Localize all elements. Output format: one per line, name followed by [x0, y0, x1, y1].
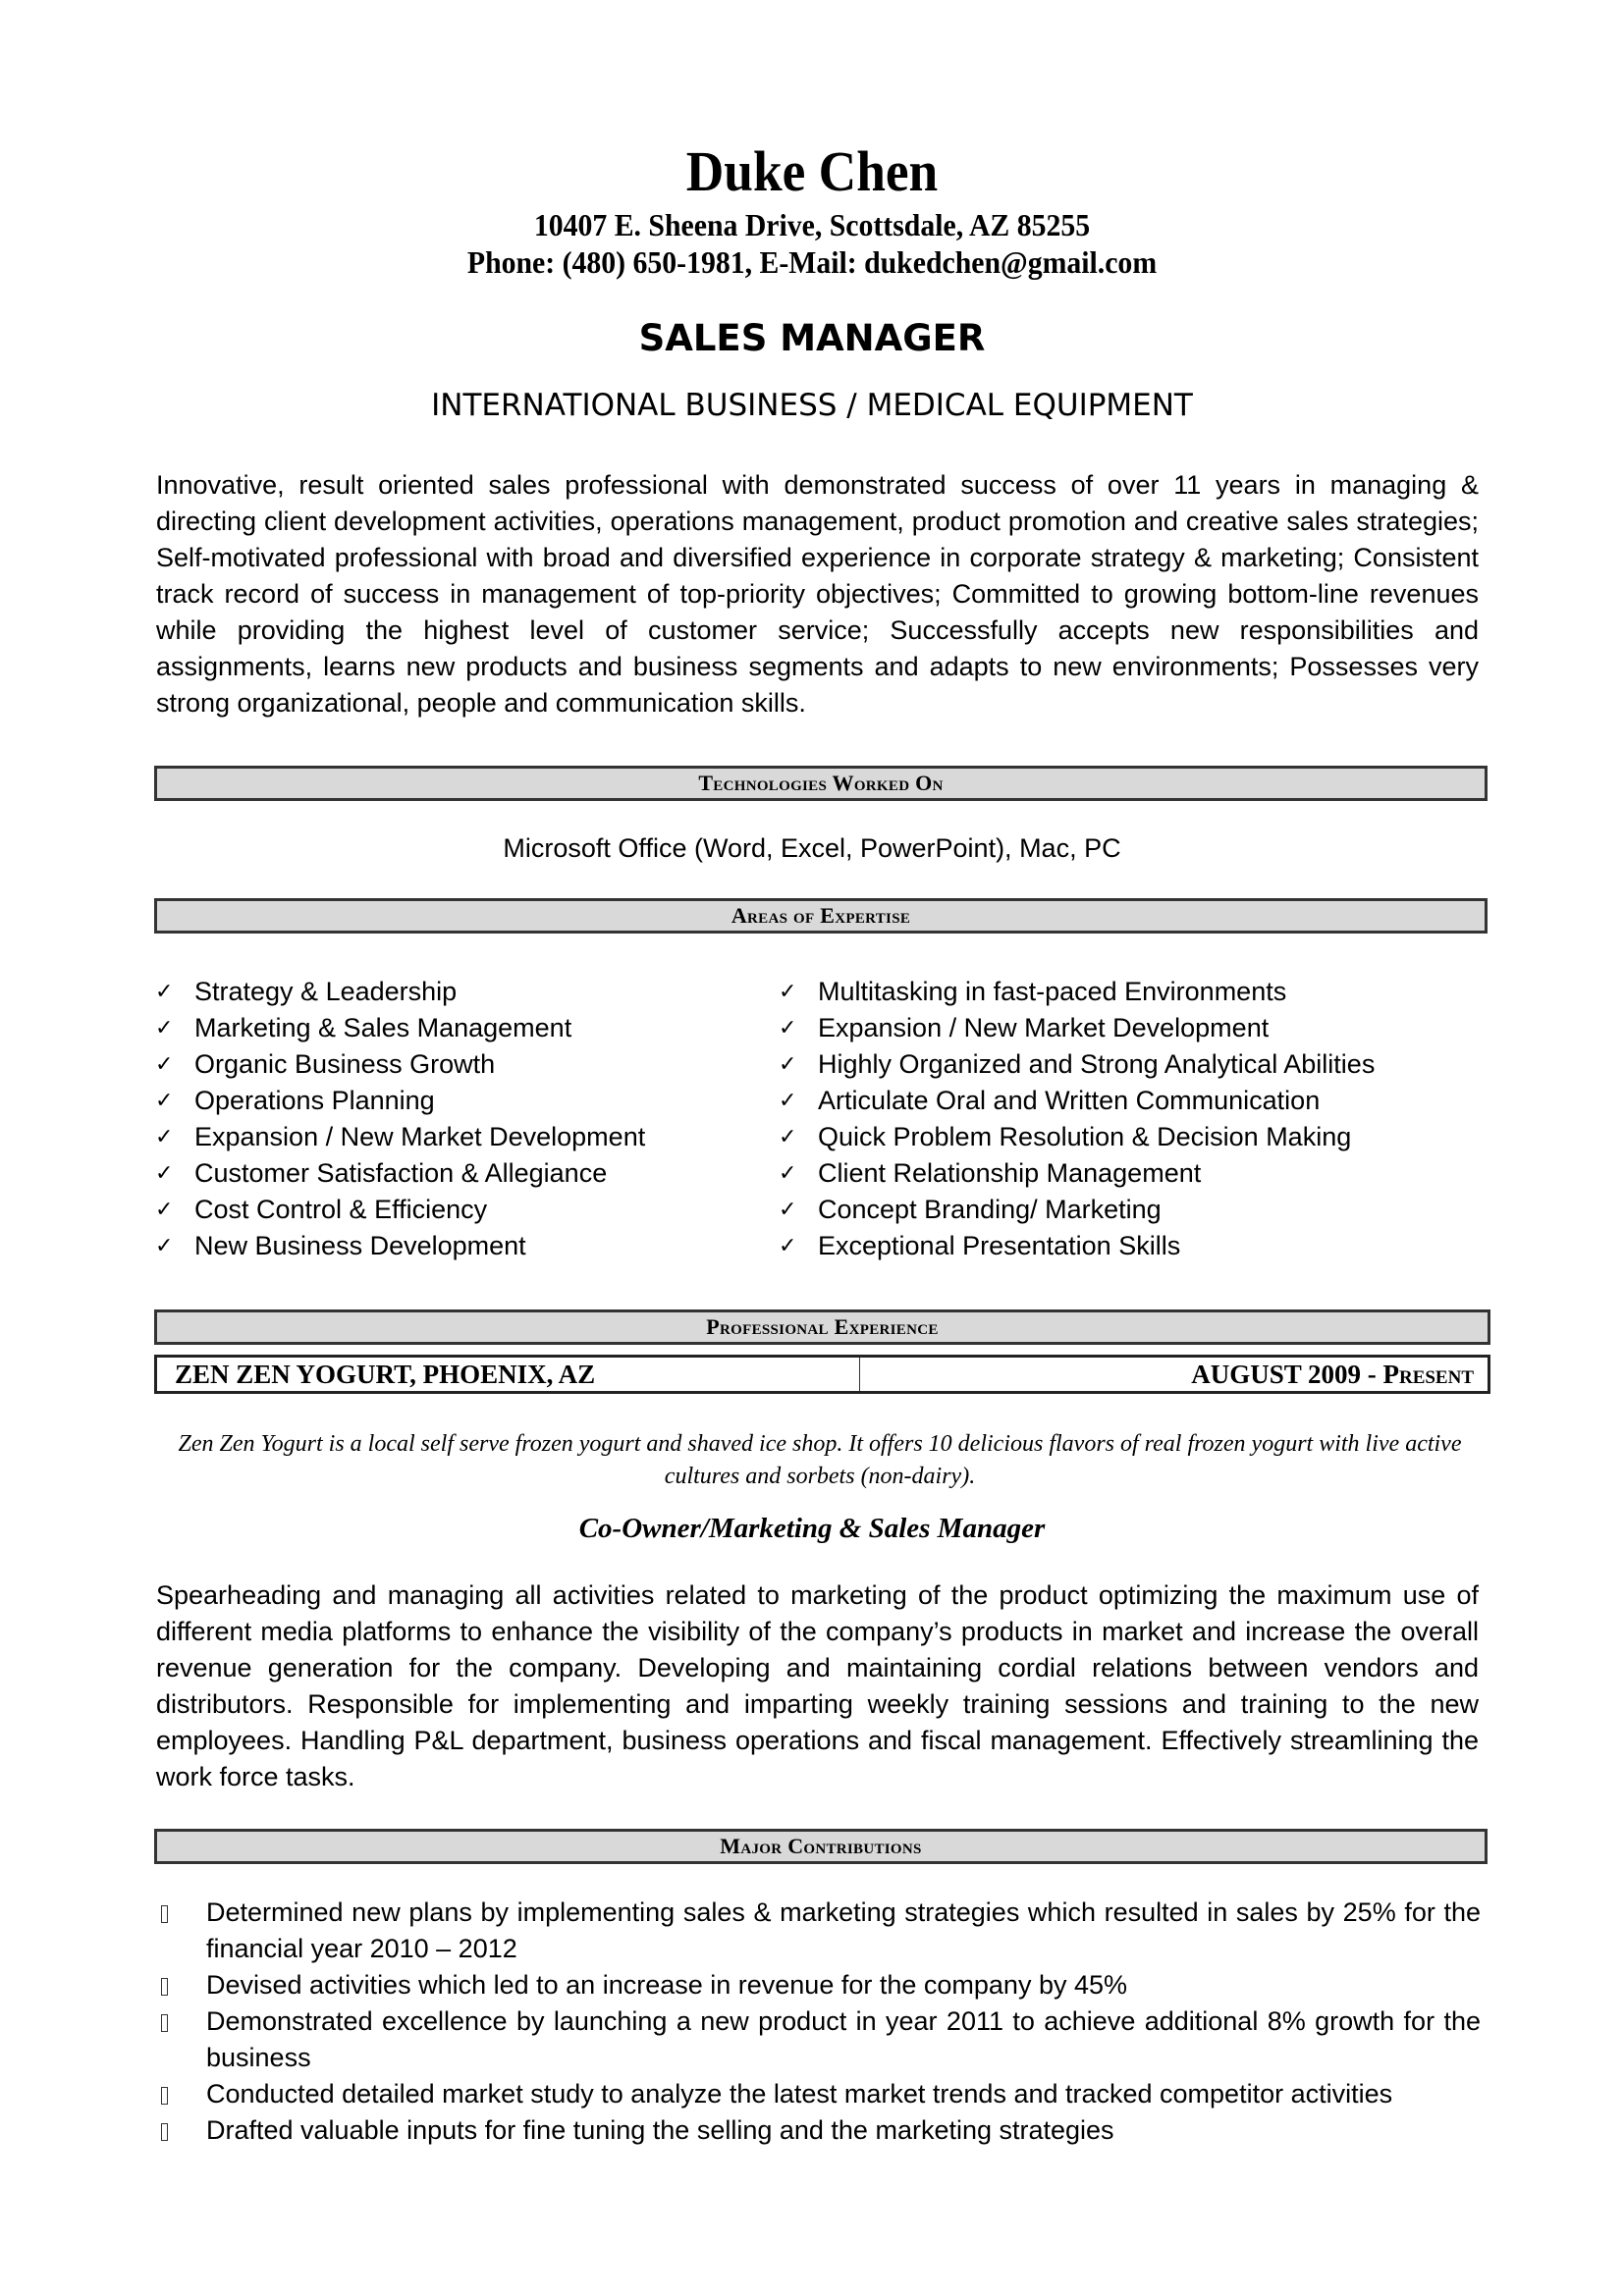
list-item: ✓ Articulate Oral and Written Communication	[779, 1083, 1375, 1119]
check-icon: ✓	[155, 1234, 174, 1258]
job-header-row	[154, 1355, 1490, 1394]
check-icon: ✓	[779, 1234, 797, 1258]
check-icon: ✓	[155, 1198, 174, 1222]
list-item: ✓ Cost Control & Efficiency	[155, 1192, 645, 1228]
list-item: Determined new plans by implementing sales & marketing strategies which resulted in sales by 25% for the financial year 2010 – 2012	[155, 1895, 1481, 1967]
contact-line: Phone: (480) 650-1981, E-Mail: dukedchen@gmail.com	[466, 244, 1158, 280]
list-item: ✓ Highly Organized and Strong Analytical Abilities	[779, 1046, 1375, 1083]
list-item: ✓ Marketing & Sales Management	[155, 1010, 645, 1046]
address: 10407 E. Sheena Drive, Scottsdale, AZ 85255	[533, 207, 1091, 242]
summary-paragraph: Innovative, result oriented sales professional with demonstrated success of over 11 years in managing & directing client development activities, operations management, product promotion and creative sales strategies; Self-motivated professional with broad and diversified experience in corporate strategy & marketing; Consistent track record of success in management of top-priority objectives; Committed to growing bottom-line revenues while providing the highest level of customer service; Successfully accepts new responsibilities and assignments, learns new products and business segments and adapts to new environments; Possesses very strong organizational, people and communication skills.	[156, 470, 1479, 718]
check-icon: ✓	[779, 1089, 797, 1113]
list-item: Conducted detailed market study to analyze the latest market trends and tracked competitor activities	[155, 2076, 1481, 2112]
list-item: ✓ Strategy & Leadership	[155, 974, 645, 1010]
expertise-list-right	[779, 974, 1375, 1264]
check-icon: ✓	[779, 1198, 797, 1222]
list-item: ✓ Multitasking in fast-paced Environments	[779, 974, 1375, 1010]
check-icon: ✓	[155, 1089, 174, 1113]
list-item: ✓ Expansion / New Market Development	[155, 1119, 645, 1155]
missing-glyph-box-icon	[161, 1978, 168, 1996]
list-item: ✓ Exceptional Presentation Skills	[779, 1228, 1375, 1264]
section-header-technologies	[154, 766, 1488, 801]
list-item: Devised activities which led to an increase in revenue for the company by 45%	[155, 1967, 1481, 2003]
expertise-list-left	[155, 974, 645, 1264]
check-icon: ✓	[779, 1161, 797, 1186]
section-header-expertise	[154, 898, 1488, 934]
check-icon: ✓	[779, 1016, 797, 1041]
employment-dates: AUGUST 2009 - Present	[1191, 1360, 1474, 1389]
section-header-label: Areas of Expertise	[731, 903, 911, 928]
list-item: ✓ Client Relationship Management	[779, 1155, 1375, 1192]
missing-glyph-box-icon	[161, 2123, 168, 2141]
check-icon: ✓	[779, 1052, 797, 1077]
section-header-label: Major Contributions	[720, 1834, 922, 1858]
section-header-experience	[154, 1309, 1490, 1345]
list-item: ✓ Concept Branding/ Marketing	[779, 1192, 1375, 1228]
check-icon: ✓	[155, 1052, 174, 1077]
company-name: ZEN ZEN YOGURT, PHOENIX, AZ	[157, 1358, 860, 1391]
list-item: ✓ Expansion / New Market Development	[779, 1010, 1375, 1046]
missing-glyph-box-icon	[161, 1905, 168, 1923]
technologies-text: Microsoft Office (Word, Excel, PowerPoint), Mac, PC	[503, 833, 1121, 863]
missing-glyph-box-icon	[161, 2087, 168, 2105]
section-header-label: Professional Experience	[706, 1314, 939, 1339]
missing-glyph-box-icon	[161, 2014, 168, 2032]
list-item: Demonstrated excellence by launching a new product in year 2011 to achieve additional 8% growth for the business	[155, 2003, 1481, 2076]
contributions-list	[155, 1895, 1481, 2149]
company-description: Zen Zen Yogurt is a local self serve frozen yogurt and shaved ice shop. It offers 10 delicious flavors of real frozen yogurt with live active cultures and sorbets (non-dairy).	[178, 1431, 1462, 1489]
list-item: Drafted valuable inputs for fine tuning the selling and the marketing strategies	[155, 2112, 1481, 2149]
list-item: ✓ Quick Problem Resolution & Decision Making	[779, 1119, 1375, 1155]
check-icon: ✓	[779, 980, 797, 1004]
check-icon: ✓	[155, 980, 174, 1004]
list-item: ✓ Organic Business Growth	[155, 1046, 645, 1083]
list-item: ✓ Customer Satisfaction & Allegiance	[155, 1155, 645, 1192]
check-icon: ✓	[155, 1161, 174, 1186]
section-header-contributions	[154, 1829, 1488, 1864]
list-item: ✓ New Business Development	[155, 1228, 645, 1264]
check-icon: ✓	[779, 1125, 797, 1149]
list-item: ✓ Operations Planning	[155, 1083, 645, 1119]
candidate-name: Duke Chen	[685, 139, 939, 203]
check-icon: ✓	[155, 1125, 174, 1149]
duties-paragraph: Spearheading and managing all activities related to marketing of the product optimizing the maximum use of different media platforms to enhance the visibility of the company’s products in market and increase the overall revenue generation for the company. Developing and maintaining cordial relations between vendors and distributors. Responsible for implementing and imparting weekly training sessions and training to the new employees. Handling P&L department, business operations and fiscal management. Effectively streamlining the work force tasks.	[156, 1580, 1479, 1791]
industry-subtitle: INTERNATIONAL BUSINESS / MEDICAL EQUIPMENT	[431, 388, 1193, 423]
check-icon: ✓	[155, 1016, 174, 1041]
job-role-title: SALES MANAGER	[638, 317, 986, 359]
position-title: Co-Owner/Marketing & Sales Manager	[578, 1513, 1046, 1544]
section-header-label: Technologies Worked On	[698, 771, 944, 795]
